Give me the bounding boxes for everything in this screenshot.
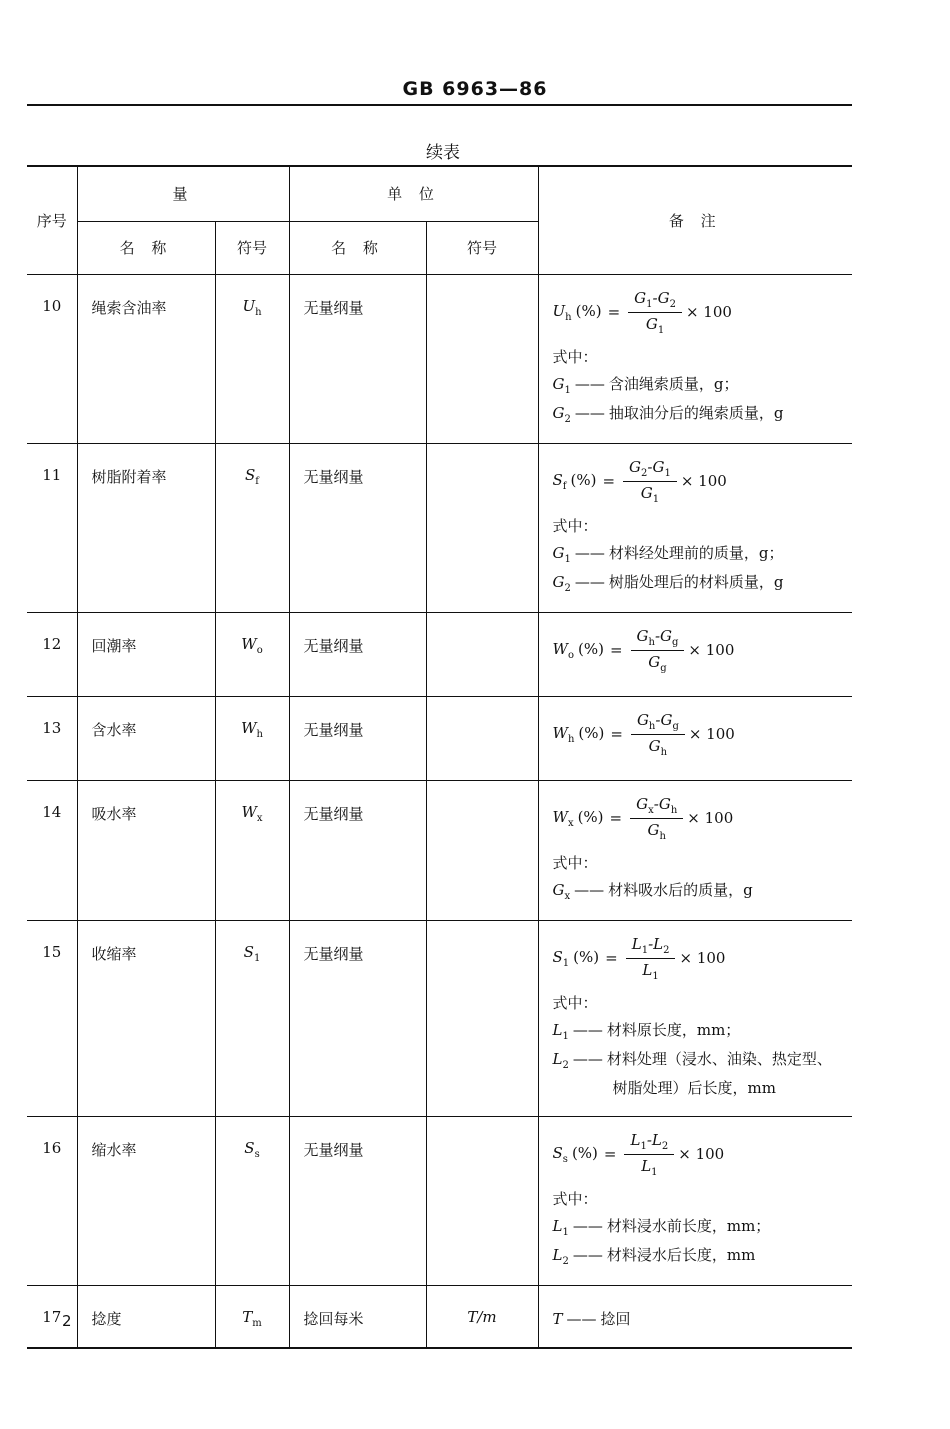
fraction-numerator [623, 458, 677, 482]
formula-times-100: × 100 [685, 303, 732, 321]
formula-percent: (%) [575, 301, 602, 320]
col-unit-header: 单 位 [289, 166, 538, 221]
remark-text [553, 1300, 847, 1329]
legend-dash: —— [574, 572, 605, 591]
formula [553, 711, 847, 758]
unit-symbol [426, 443, 538, 612]
legend-line [553, 1244, 847, 1267]
denominator-sub: 1 [651, 1166, 658, 1178]
symbol-letter: W [241, 802, 257, 821]
legend-dash: —— [574, 403, 605, 422]
remark-description: 捻回 [600, 1309, 631, 1328]
remarks-cell [538, 696, 852, 780]
symbol-subscript: f [255, 475, 259, 487]
legend-variable: G [552, 543, 565, 562]
legend-variable: L [552, 1049, 563, 1068]
formula-times-100: × 100 [679, 949, 726, 967]
legend-line [553, 373, 847, 396]
unit-symbol [426, 780, 538, 920]
formula [553, 935, 847, 982]
formula-lhs [553, 724, 605, 745]
table-row [27, 1285, 852, 1348]
formula-lhs-var: W [552, 723, 568, 742]
legend-line [553, 402, 847, 425]
legend-dash: —— [572, 1245, 603, 1264]
legend-text: 含油绳索质量，g； [608, 374, 739, 393]
quantities-table [27, 165, 852, 1349]
symbol-letter: W [241, 718, 257, 737]
denominator-var: G [640, 483, 653, 502]
quantity-name: 含水率 [77, 696, 215, 780]
formula [553, 1131, 847, 1178]
remarks-cell [538, 274, 852, 443]
numerator-var-b: L [651, 1130, 662, 1149]
symbol-letter: S [243, 942, 254, 961]
legend-heading: 式中： [552, 516, 598, 535]
unit-symbol [426, 920, 538, 1116]
quantity-name: 回潮率 [77, 612, 215, 696]
unit-name: 无量纲量 [289, 274, 426, 443]
formula-times-100: × 100 [680, 472, 727, 490]
remarks-cell [538, 612, 852, 696]
formula-lhs-sub: h [565, 311, 572, 323]
fraction-numerator [631, 627, 685, 651]
quantity-name: 缩水率 [77, 1116, 215, 1285]
formula-fraction [631, 711, 685, 758]
legend-heading: 式中： [552, 993, 598, 1012]
legend-dash: —— [574, 880, 605, 899]
legend-heading: 式中： [552, 1189, 598, 1208]
numerator-var-b: G [652, 457, 665, 476]
quantity-name: 收缩率 [77, 920, 215, 1116]
legend-subscript: 2 [562, 1059, 569, 1071]
numerator-var-a: G [636, 794, 649, 813]
formula-times-100: × 100 [688, 641, 735, 659]
formula-lhs [553, 640, 604, 661]
numerator-sub-a: 2 [641, 467, 648, 479]
numerator-operator: - [646, 1130, 652, 1149]
legend-subscript: 1 [562, 1226, 569, 1238]
legend-line [553, 1048, 847, 1071]
fraction-denominator [641, 819, 671, 842]
unit-name: 无量纲量 [289, 443, 426, 612]
standard-number: GB 6963—86 [402, 78, 548, 100]
quantity-symbol [215, 1116, 289, 1285]
legend-variable: L [552, 1245, 563, 1264]
formula-lhs-sub: s [562, 1153, 568, 1165]
formula-equals: = [603, 1145, 617, 1163]
legend-subscript: 2 [564, 582, 571, 594]
numerator-var-a: G [634, 288, 647, 307]
legend-dash: —— [574, 543, 605, 562]
formula-equals: = [607, 303, 621, 321]
remarks-cell [538, 1116, 852, 1285]
legend-text: 树脂处理后的材料质量，g [608, 572, 784, 591]
fraction-denominator [635, 1155, 663, 1178]
numerator-operator: - [652, 288, 658, 307]
denominator-var: G [645, 314, 658, 333]
legend-continuation: 树脂处理）后长度，mm [612, 1078, 776, 1097]
fraction-denominator [642, 651, 672, 674]
legend-subscript: 1 [564, 553, 571, 565]
unit-name: 无量纲量 [289, 612, 426, 696]
formula-lhs [553, 948, 600, 969]
numerator-var-a: G [636, 710, 649, 729]
symbol-letter: S [245, 465, 256, 484]
formula [553, 458, 847, 505]
fraction-denominator [635, 482, 665, 505]
formula-lhs-var: U [552, 301, 566, 320]
legend-dash: —— [572, 1049, 603, 1068]
numerator-sub-b: 2 [663, 944, 670, 956]
row-number: 17 [27, 1285, 77, 1348]
legend-line [553, 571, 847, 594]
formula-lhs [553, 471, 597, 492]
numerator-var-a: L [630, 1130, 641, 1149]
numerator-sub-a: h [648, 720, 656, 732]
table-row [27, 920, 852, 1116]
header-rule [27, 104, 852, 106]
legend-dash: —— [574, 374, 605, 393]
formula-fraction [630, 795, 683, 842]
formula [553, 289, 847, 336]
formula-times-100: × 100 [688, 725, 735, 743]
numerator-var-b: G [658, 794, 671, 813]
formula [553, 795, 847, 842]
formula-lhs [553, 808, 604, 829]
formula-percent: (%) [570, 470, 597, 489]
quantity-symbol [215, 1285, 289, 1348]
denominator-sub: g [660, 662, 667, 674]
numerator-var-b: G [660, 626, 673, 645]
numerator-operator: - [648, 934, 654, 953]
fraction-numerator [626, 935, 676, 959]
formula-percent: (%) [577, 807, 604, 826]
table-row [27, 1116, 852, 1285]
remarks-cell [538, 1285, 852, 1348]
numerator-var-a: L [631, 934, 642, 953]
formula-equals: = [609, 641, 623, 659]
row-number: 10 [27, 274, 77, 443]
unit-name: 无量纲量 [289, 696, 426, 780]
quantity-name: 绳索含油率 [77, 274, 215, 443]
quantity-symbol [215, 274, 289, 443]
denominator-sub: 1 [657, 324, 665, 336]
quantity-symbol [215, 780, 289, 920]
formula-lhs-sub: f [562, 480, 567, 492]
denominator-sub: h [659, 830, 666, 842]
legend-subscript: x [564, 890, 571, 902]
formula-percent: (%) [577, 639, 604, 658]
table-row [27, 443, 852, 612]
quantity-name: 吸水率 [77, 780, 215, 920]
numerator-var-b: L [653, 934, 664, 953]
remarks-cell [538, 443, 852, 612]
numerator-sub-b: g [672, 636, 679, 648]
formula-lhs-sub: o [567, 649, 574, 661]
formula-times-100: × 100 [687, 809, 734, 827]
legend-variable: L [552, 1020, 563, 1039]
remarks-cell [538, 920, 852, 1116]
denominator-var: L [642, 960, 653, 979]
formula-percent: (%) [578, 723, 605, 742]
col-quantity-symbol-header: 符号 [215, 221, 289, 274]
legend-text: 抽取油分后的绳索质量，g [608, 403, 784, 422]
numerator-operator: - [653, 794, 659, 813]
col-unit-name-header: 名 称 [289, 221, 426, 274]
legend-text: 材料浸水后长度，mm [606, 1245, 756, 1264]
formula-lhs-sub: h [567, 733, 575, 745]
numerator-sub-b: h [670, 804, 678, 816]
denominator-sub: 1 [652, 493, 660, 505]
remarks-cell [538, 780, 852, 920]
legend-variable: L [552, 1216, 563, 1235]
remark-dash: —— [566, 1309, 597, 1328]
numerator-operator: - [647, 457, 653, 476]
legend-subscript: 1 [562, 1030, 569, 1042]
legend-subscript: 2 [564, 413, 571, 425]
symbol-subscript: h [256, 728, 263, 740]
col-quantity-name-header: 名 称 [77, 221, 215, 274]
fraction-denominator [636, 959, 664, 982]
numerator-sub-b: 2 [661, 1140, 669, 1152]
numerator-var-b: G [657, 288, 670, 307]
legend-subscript: 1 [564, 384, 571, 396]
numerator-var-a: G [636, 626, 649, 645]
legend-line [553, 1019, 847, 1042]
formula-equals: = [610, 725, 623, 743]
numerator-sub-a: h [648, 636, 655, 648]
formula-lhs-var: S [552, 947, 563, 966]
formula-lhs [553, 302, 602, 323]
col-remarks-header: 备 注 [538, 166, 852, 274]
formula [553, 627, 847, 674]
numerator-sub-a: 1 [641, 944, 649, 956]
legend-text: 材料处理（浸水、油染、热定型、 [606, 1049, 832, 1068]
symbol-subscript: 1 [253, 952, 261, 964]
numerator-var-a: G [629, 457, 642, 476]
formula-lhs-sub: x [567, 817, 574, 829]
formula-equals: = [602, 472, 616, 490]
symbol-letter: T [242, 1307, 253, 1326]
numerator-sub-a: x [648, 804, 654, 816]
formula-lhs-sub: 1 [562, 957, 570, 969]
legend-text: 材料浸水前长度，mm； [606, 1216, 771, 1235]
denominator-sub: h [660, 746, 668, 758]
quantity-symbol [215, 696, 289, 780]
numerator-sub-a: 1 [646, 298, 653, 310]
formula-lhs-var: S [552, 1143, 563, 1162]
symbol-subscript: m [252, 1317, 262, 1329]
legend-heading: 式中： [552, 853, 598, 872]
row-number: 11 [27, 443, 77, 612]
legend-subscript: 2 [562, 1255, 569, 1267]
fraction-numerator [628, 289, 682, 313]
symbol-subscript: x [256, 812, 263, 824]
col-quantity-header: 量 [77, 166, 289, 221]
col-seq-header: 序号 [27, 166, 77, 274]
formula-fraction [626, 935, 676, 982]
table-continuation-caption: 续表 [426, 143, 460, 163]
unit-symbol [426, 1116, 538, 1285]
formula-lhs-var: W [552, 639, 568, 658]
legend-line [553, 879, 847, 902]
fraction-denominator [640, 313, 670, 336]
symbol-subscript: o [256, 644, 263, 656]
numerator-sub-b: 2 [669, 298, 676, 310]
symbol-subscript: h [255, 306, 262, 318]
formula-equals: = [609, 809, 623, 827]
fraction-denominator [643, 735, 673, 758]
numerator-sub-a: 1 [640, 1140, 647, 1152]
table-row [27, 696, 852, 780]
fraction-numerator [630, 795, 683, 819]
row-number: 12 [27, 612, 77, 696]
legend-line [553, 1215, 847, 1238]
quantity-name: 树脂附着率 [77, 443, 215, 612]
denominator-var: L [641, 1156, 652, 1175]
remark-variable: T [552, 1309, 563, 1328]
quantity-symbol [215, 443, 289, 612]
formula-fraction [631, 627, 685, 674]
formula-fraction [623, 458, 677, 505]
row-number: 14 [27, 780, 77, 920]
table-row [27, 274, 852, 443]
unit-symbol: T/m [426, 1285, 538, 1348]
row-number: 16 [27, 1116, 77, 1285]
row-number: 13 [27, 696, 77, 780]
legend-text: 材料吸水后的质量，g [608, 880, 753, 899]
unit-name: 捻回每米 [289, 1285, 426, 1348]
formula-lhs-var: W [552, 807, 568, 826]
legend-dash: —— [572, 1020, 603, 1039]
quantity-name: 捻度 [77, 1285, 215, 1348]
denominator-var: G [648, 652, 661, 671]
legend-variable: G [552, 374, 565, 393]
quantity-symbol [215, 612, 289, 696]
numerator-sub-b: 1 [664, 467, 671, 479]
legend-dash: —— [572, 1216, 603, 1235]
legend-line [553, 542, 847, 565]
denominator-var: G [648, 736, 661, 755]
symbol-letter: W [241, 634, 257, 653]
numerator-operator: - [655, 710, 661, 729]
legend-variable: G [552, 880, 565, 899]
fraction-numerator [631, 711, 685, 735]
formula-times-100: × 100 [678, 1145, 725, 1163]
legend-text: 材料经处理前的质量，g； [608, 543, 784, 562]
quantity-symbol [215, 920, 289, 1116]
unit-symbol [426, 696, 538, 780]
page-number: 2 [62, 1312, 72, 1330]
formula-equals: = [605, 949, 618, 967]
symbol-subscript: s [254, 1148, 260, 1160]
legend-variable: G [552, 403, 565, 422]
symbol-letter: S [244, 1138, 255, 1157]
table-body [27, 274, 852, 1348]
col-unit-symbol-header: 符号 [426, 221, 538, 274]
formula-lhs-var: S [552, 470, 563, 489]
table-row [27, 780, 852, 920]
symbol-letter: U [242, 296, 256, 315]
fraction-numerator [624, 1131, 674, 1155]
formula-lhs [553, 1144, 598, 1165]
formula-percent: (%) [571, 1143, 598, 1162]
legend-heading: 式中： [552, 347, 598, 366]
denominator-sub: 1 [652, 970, 659, 982]
legend-variable: G [552, 572, 565, 591]
row-number: 15 [27, 920, 77, 1116]
formula-fraction [628, 289, 682, 336]
unit-name: 无量纲量 [289, 920, 426, 1116]
formula-percent: (%) [573, 947, 600, 966]
unit-name: 无量纲量 [289, 780, 426, 920]
formula-fraction [624, 1131, 674, 1178]
numerator-var-b: G [660, 710, 673, 729]
legend-text: 材料原长度，mm； [606, 1020, 741, 1039]
numerator-sub-b: g [672, 720, 679, 732]
table-row [27, 612, 852, 696]
unit-name: 无量纲量 [289, 1116, 426, 1285]
denominator-var: G [647, 820, 660, 839]
unit-symbol [426, 274, 538, 443]
numerator-operator: - [654, 626, 661, 645]
unit-symbol [426, 612, 538, 696]
